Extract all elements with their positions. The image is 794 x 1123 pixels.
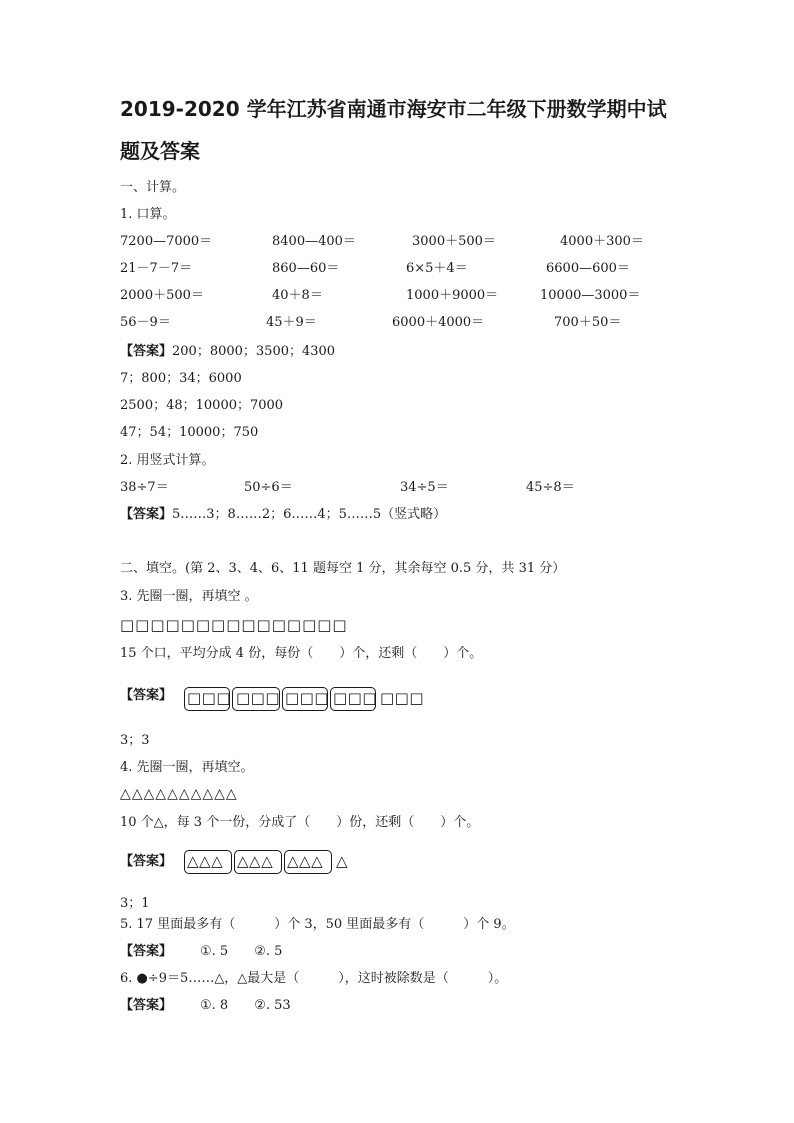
q1-row-4: [120, 314, 680, 332]
group-boxes: □□□: [236, 689, 281, 707]
q1-item: 4000＋300＝: [560, 234, 644, 249]
document-title-line1: 2019-2020 学年江苏省南通市海安市二年级下册数学期中试: [120, 97, 667, 121]
q1-item: 56－9＝: [120, 315, 171, 330]
q1-item: 7200—7000＝: [120, 234, 213, 249]
q1-item: 860—60＝: [272, 261, 340, 276]
q4-triangles: △△△△△△△△△△: [120, 786, 238, 802]
q1-item: 10000—3000＝: [540, 288, 641, 303]
q1-item: 3000＋500＝: [412, 234, 496, 249]
q1-answer-line-1: [120, 343, 335, 361]
group-boxes: □□□: [285, 689, 330, 707]
answer-tag: 【答案】: [120, 854, 173, 869]
answer-tag: 【答案】: [120, 507, 173, 522]
group-triangles: △△△: [187, 852, 224, 870]
q1-item: 45＋9＝: [266, 315, 317, 330]
q4-label: 4. 先圈一圈，再填空。: [120, 760, 254, 775]
group-boxes: □□□: [187, 689, 232, 707]
q5-question: 5. 17 里面最多有（ ）个 3，50 里面最多有（ ）个 9。: [120, 917, 515, 932]
answer-tag: 【答案】: [120, 944, 173, 959]
q1-item: 40＋8＝: [272, 288, 323, 303]
q1-item: 6600—600＝: [546, 261, 630, 276]
q1-item: 1000＋9000＝: [406, 288, 499, 303]
q6-answer: ①. 8 ②. 53: [200, 998, 291, 1013]
q1-row-1: [120, 233, 680, 251]
group-boxes: □□□: [333, 689, 378, 707]
q1-item: 8400—400＝: [272, 234, 356, 249]
q5-answer-line: [120, 943, 282, 961]
q2-label: 2. 用竖式计算。: [120, 453, 215, 468]
q4-answer-groups: [184, 850, 384, 876]
q3-question: 15 个口，平均分成 4 份，每份（ ）个，还剩（ ）个。: [120, 646, 483, 661]
leftover-triangle: △: [336, 852, 349, 870]
q1-item: 700＋50＝: [554, 315, 622, 330]
q4-answer: 3；1: [120, 896, 150, 911]
q1-answer-line-4: 47；54；10000；750: [120, 425, 259, 440]
q5-answer: ①. 5 ②. 5: [200, 944, 283, 959]
section2-heading: 二、填空。(第 2、3、4、6、11 题每空 1 分，其余每空 0.5 分，共 31 分）: [120, 561, 566, 576]
answer-tag: 【答案】: [120, 688, 173, 703]
q1-row-2: [120, 260, 680, 278]
q2-item: 50÷6＝: [244, 480, 293, 495]
q1-answer-line-2: 7；800；34；6000: [120, 371, 242, 386]
q1-label: 1. 口算。: [120, 207, 176, 222]
q1-item: 6000＋4000＝: [392, 315, 485, 330]
q3-answer: 3；3: [120, 733, 150, 748]
q1-answer-line-3: 2500；48；10000；7000: [120, 398, 284, 413]
q3-answer-groups: [184, 687, 444, 713]
q4-question: 10 个△，每 3 个一份，分成了（ ）份，还剩（ ）个。: [120, 815, 480, 830]
q1-row-3: [120, 287, 680, 305]
q3-label: 3. 先圈一圈，再填空 。: [120, 589, 258, 604]
q6-question: 6. ●÷9＝5……△，△最大是（ ），这时被除数是（ ）。: [120, 971, 508, 986]
leftover-boxes: □□□: [380, 689, 425, 707]
q1-item: 2000＋500＝: [120, 288, 204, 303]
q2-answer-line: [120, 506, 446, 524]
q1-answer: 200；8000；3500；4300: [172, 344, 336, 359]
q2-item: 34÷5＝: [400, 480, 449, 495]
q3-boxes: □□□□□□□□□□□□□□□: [120, 616, 348, 634]
q2-item: 38÷7＝: [120, 480, 169, 495]
answer-tag: 【答案】: [120, 998, 173, 1013]
q6-answer-line: [120, 997, 291, 1015]
q2-item: 45÷8＝: [526, 480, 575, 495]
group-triangles: △△△: [237, 852, 274, 870]
q2-row: [120, 479, 680, 497]
section1-heading: 一、计算。: [120, 180, 186, 195]
document-title-line2: 题及答案: [120, 139, 200, 163]
q1-item: 21－7－7＝: [120, 261, 193, 276]
q1-item: 6×5＋4＝: [406, 261, 468, 276]
answer-tag: 【答案】: [120, 344, 173, 359]
q2-answer: 5……3；8……2；6……4；5……5（竖式略）: [172, 507, 447, 522]
group-triangles: △△△: [287, 852, 324, 870]
